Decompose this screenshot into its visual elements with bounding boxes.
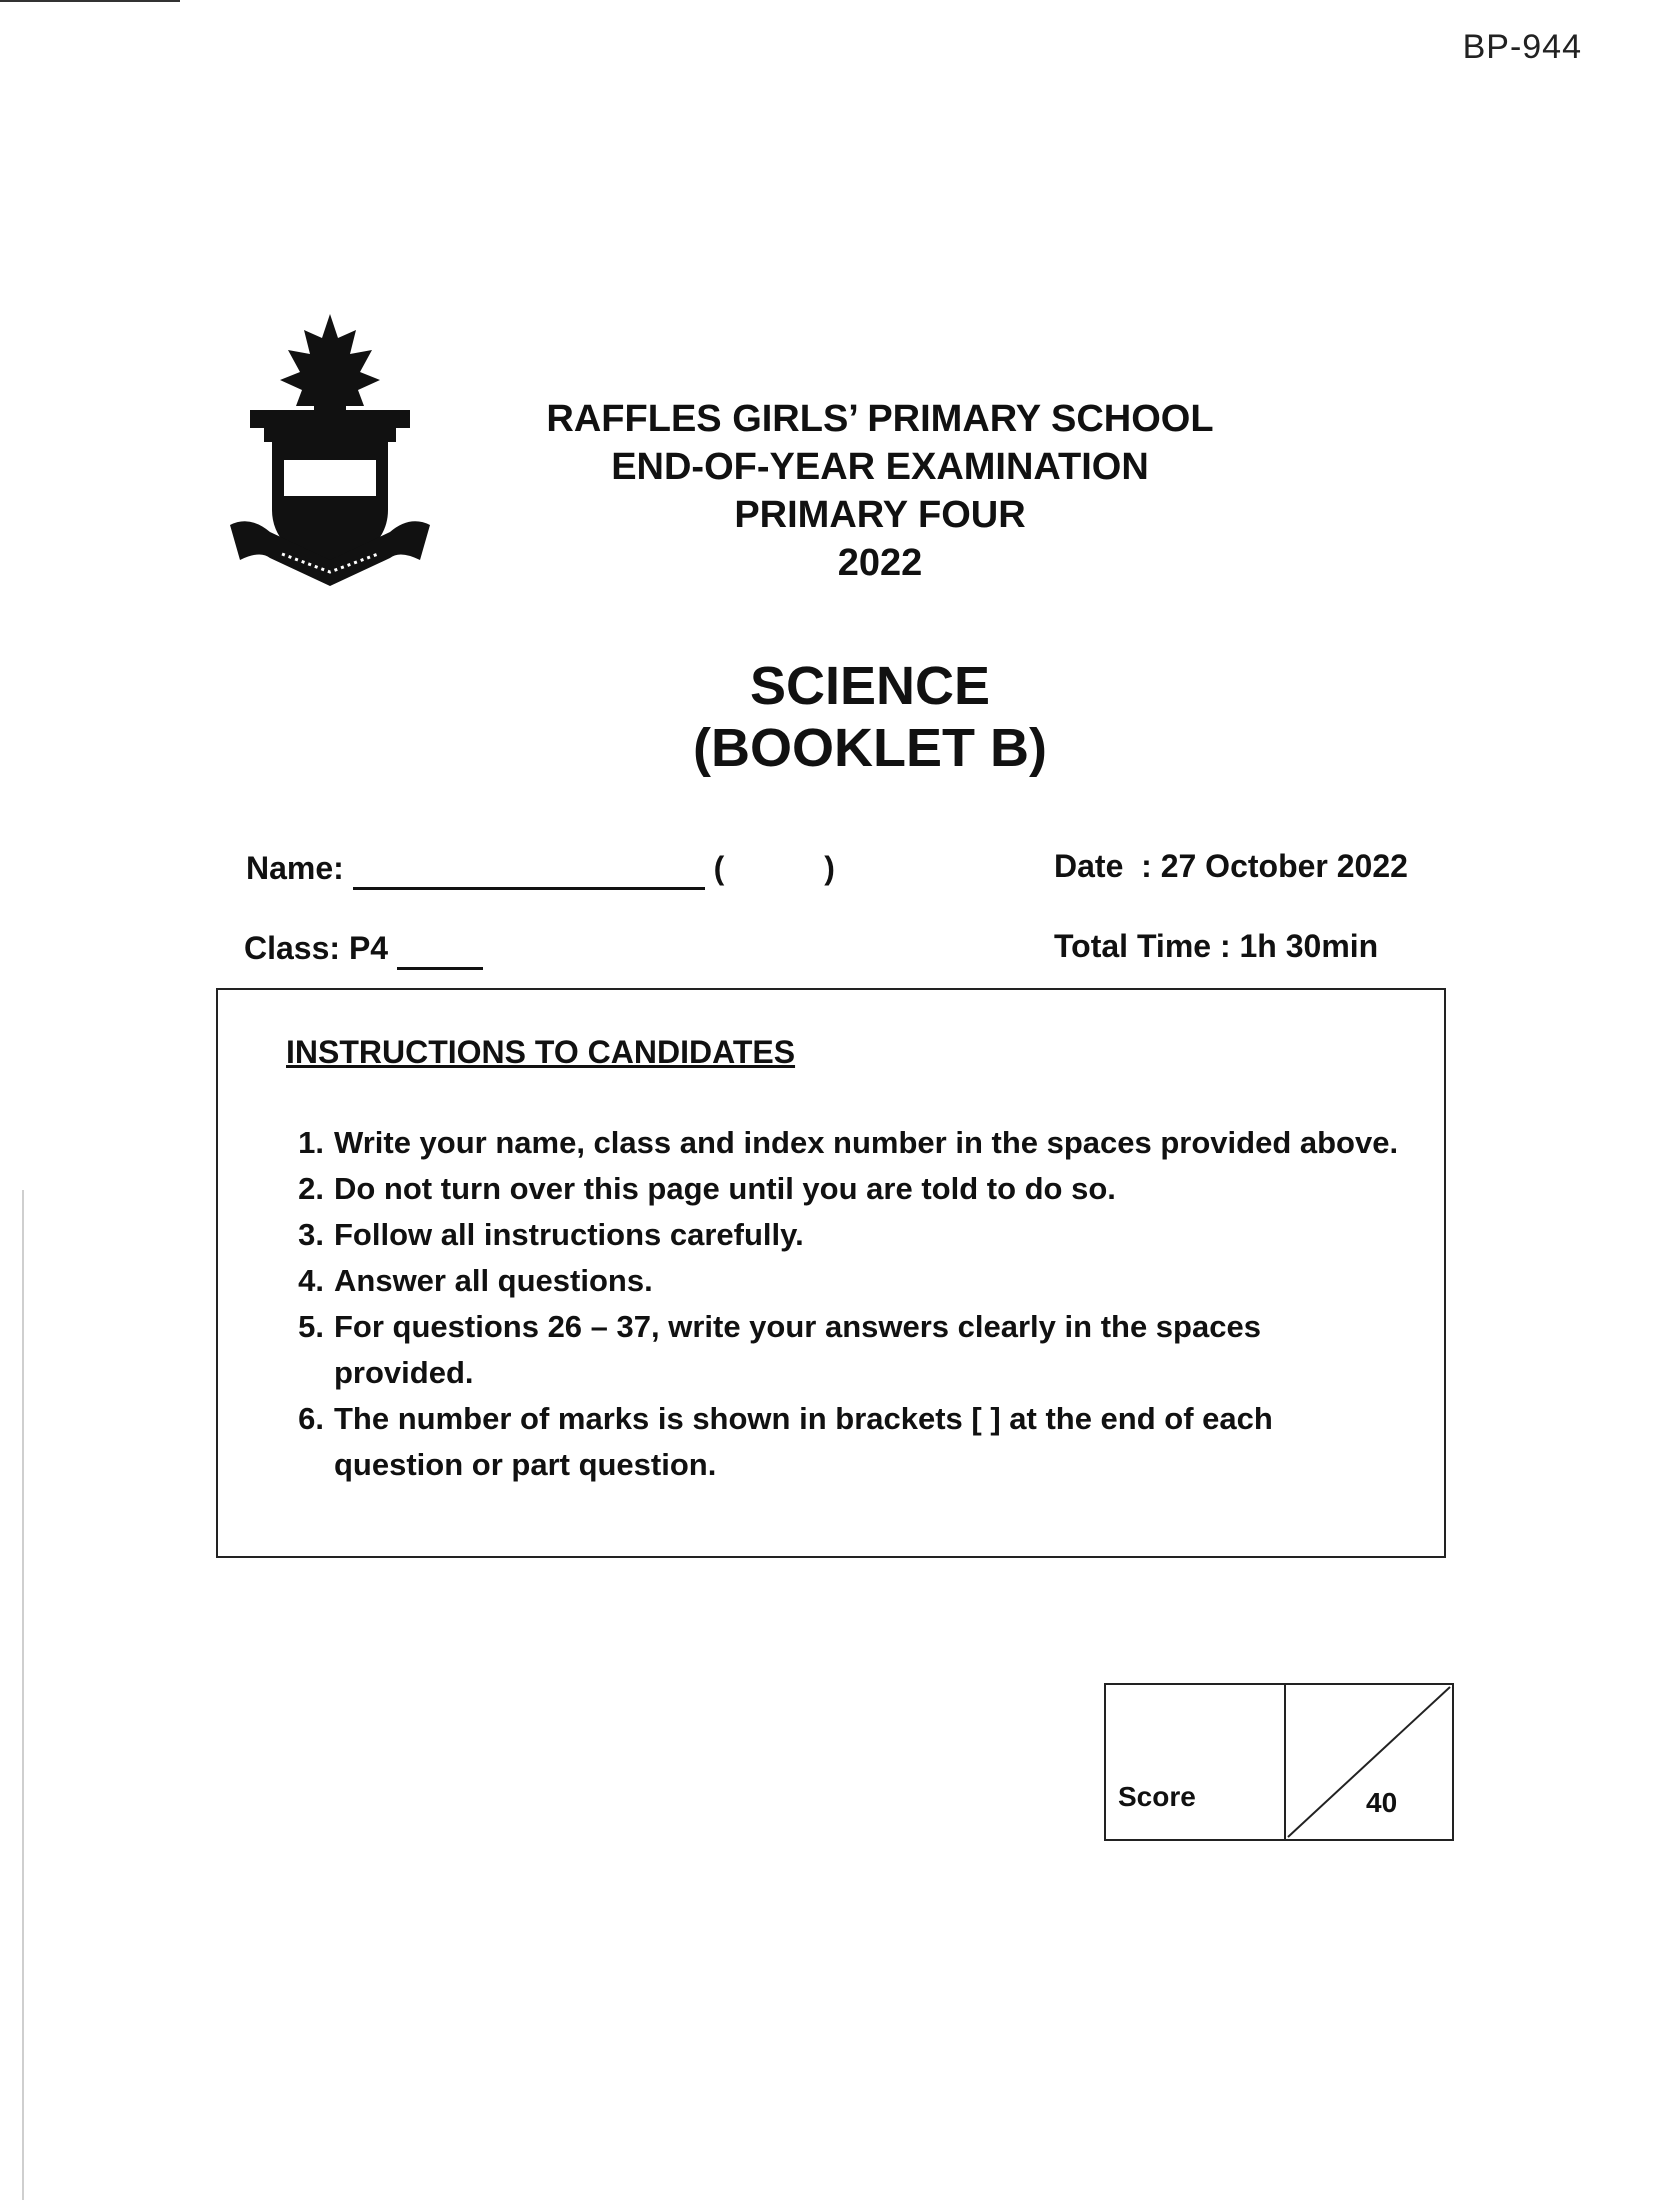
name-field [246,850,835,890]
instructions-title: INSTRUCTIONS TO CANDIDATES [286,1034,796,1070]
score-label-cell [1106,1685,1286,1839]
level: PRIMARY FOUR [734,494,1026,536]
score-box [1104,1683,1454,1841]
name-label: Name: [246,850,344,886]
booklet-title: (BOOKLET B) [693,718,1047,778]
index-paren-close: ) [824,850,835,886]
list-item: 3. Follow all instructions carefully. [298,1217,804,1252]
subject-heading [440,655,1300,779]
name-blank[interactable] [353,850,705,890]
class-label: Class: P4 [244,930,389,966]
list-item: 6. The number of marks is shown in brackets [ ] at the end of each question or part question. [298,1401,1273,1482]
score-label: Score [1118,1781,1196,1812]
score-value-cell[interactable] [1286,1685,1452,1839]
list-item: 1. Write your name, class and index number in the spaces provided above. [298,1125,1399,1160]
total-time: Total Time : 1h 30min [1054,928,1379,964]
instructions-list [268,1120,1408,1488]
school-crest-icon [210,310,450,590]
list-item: 5. For questions 26 – 37, write your answers clearly in the spaces provided. [298,1309,1261,1390]
document-code: BP-944 [1462,28,1582,66]
instructions-box [216,988,1446,1558]
index-paren-open: ( [713,850,725,886]
score-total: 40 [1366,1787,1398,1818]
index-number-blank[interactable] [724,850,824,887]
list-item: 2. Do not turn over this page until you are told to do so. [298,1171,1116,1206]
school-heading [440,395,1320,587]
list-item: 4. Answer all questions. [298,1263,653,1298]
exam-date: Date : 27 October 2022 [1054,848,1408,884]
exam-name: END-OF-YEAR EXAMINATION [611,446,1149,488]
year: 2022 [837,542,923,584]
school-name: RAFFLES GIRLS’ PRIMARY SCHOOL [546,398,1214,440]
class-field [244,930,483,970]
class-blank[interactable] [397,930,483,970]
subject-title: SCIENCE [749,656,991,716]
top-edge-line [0,0,180,2]
left-edge-line [22,1190,24,2200]
